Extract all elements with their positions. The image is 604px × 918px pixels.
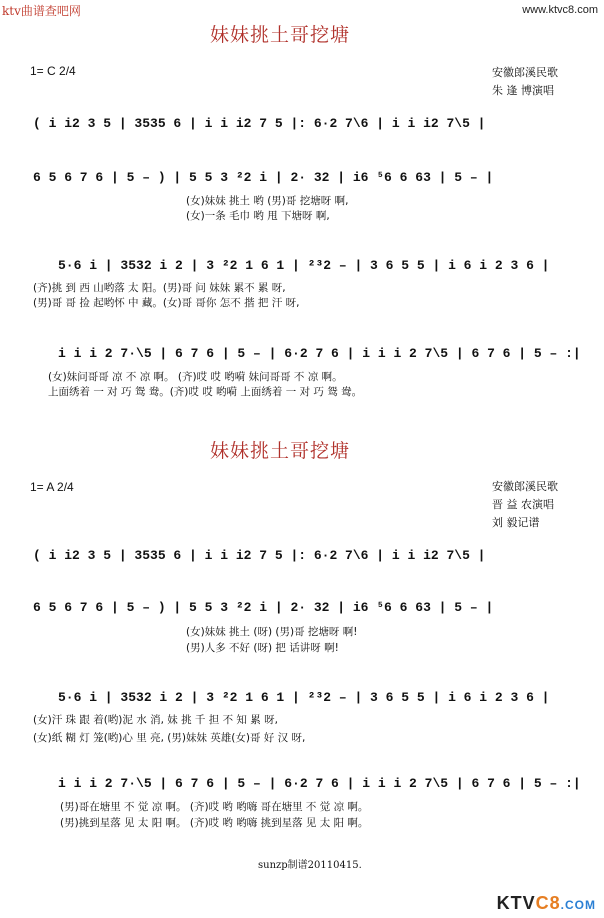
lyric-line: (女)汗 珠 跟 着(哟)泥 水 消, 妹 挑 千 担 不 知 累 呀, xyxy=(33,714,278,726)
score-line: 6 5 6 7 6 | 5 – ) | 5 5 3 ²2 i | 2· 32 | i6 ⁵6 6 63 | 5 – | xyxy=(33,600,494,615)
credit-origin: 安徽郎溪民歌 xyxy=(492,480,558,493)
lyric-line: (女)妹问哥哥 凉 不 凉 啊。 (齐)哎 哎 哟嗬 妹问哥哥 不 凉 啊。 xyxy=(48,371,343,383)
lyric-line: (女)妹妹 挑土 (呀) (男)哥 挖塘呀 啊! xyxy=(186,626,358,638)
score-line: 5·6 i | 3532 i 2 | 3 ²2 1 6 1 | ²³2 – | 3 6 5 5 | i 6 i 2 3 6 | xyxy=(58,690,550,705)
credit-singer: 朱 逢 博演唱 xyxy=(492,84,554,97)
key-signature: 1= A 2/4 xyxy=(30,480,74,494)
score-line: ( i i2 3 5 | 3535 6 | i i i2 7 5 |: 6·2 7\6 | i i i2 7\5 | xyxy=(33,116,486,131)
lyric-line: (男)哥 哥 捡 起哟怀 中 藏。(女)哥 哥你 怎不 揩 把 汗 呀, xyxy=(33,297,300,309)
lyric-line: (男)人多 不好 (呀) 把 话讲呀 啊! xyxy=(186,642,339,654)
url-watermark: www.ktvc8.com xyxy=(522,4,598,16)
credit-singer: 晋 益 农演唱 xyxy=(492,498,554,511)
lyric-line: (女)一条 毛巾 哟 甩 下塘呀 啊, xyxy=(186,210,330,222)
credit-transcriber: 刘 毅记谱 xyxy=(492,516,540,529)
lyric-line: (男)挑到星落 见 太 阳 啊。 (齐)哎 哟 哟嗨 挑到星落 见 太 阳 啊。 xyxy=(60,817,369,829)
lyric-line: (齐)挑 到 西 山哟落 太 阳。(男)哥 问 妹妹 累不 累 呀, xyxy=(33,282,286,294)
score-line: 5·6 i | 3532 i 2 | 3 ²2 1 6 1 | ²³2 – | 3 6 5 5 | i 6 i 2 3 6 | xyxy=(58,258,550,273)
score-line: i i i 2 7·\5 | 6 7 6 | 5 – | 6·2 7 6 | i i i 2 7\5 | 6 7 6 | 5 – :| xyxy=(58,346,581,361)
time-signature: 2/4 xyxy=(57,480,74,494)
score-line: ( i i2 3 5 | 3535 6 | i i i2 7 5 |: 6·2 7\6 | i i i2 7\5 | xyxy=(33,548,486,563)
time-signature: 2/4 xyxy=(59,64,76,78)
lyric-line: (女)妹妹 挑土 哟 (男)哥 挖塘呀 啊, xyxy=(186,195,349,207)
key-signature: 1= C 2/4 xyxy=(30,64,76,78)
lyric-line: 上面绣着 一 对 巧 鸳 鸯。(齐)哎 哎 哟嗬 上面绣着 一 对 巧 鸳 鸯。 xyxy=(48,386,363,398)
score-line: 6 5 6 7 6 | 5 – ) | 5 5 3 ²2 i | 2· 32 | i6 ⁵6 6 63 | 5 – | xyxy=(33,170,494,185)
lyric-line: (男)哥在塘里 不 觉 凉 啊。 (齐)哎 哟 哟嗨 哥在塘里 不 觉 凉 啊。 xyxy=(60,801,369,813)
lyric-line: (女)纸 糊 灯 笼(哟)心 里 亮, (男)妹妹 英雄(女)哥 好 汉 呀, xyxy=(33,732,306,744)
song-title: 妹妹挑土哥挖塘 xyxy=(210,440,351,462)
site-logo: KTVC8.COM xyxy=(496,893,596,913)
score-line: i i i 2 7·\5 | 6 7 6 | 5 – | 6·2 7 6 | i i i 2 7\5 | 6 7 6 | 5 – :| xyxy=(58,776,581,791)
song-title: 妹妹挑土哥挖塘 xyxy=(210,24,351,46)
credit-origin: 安徽郎溪民歌 xyxy=(492,66,558,79)
site-watermark: ktv曲谱查吧网 xyxy=(2,4,81,18)
footer-credit: sunzp制谱20110415. xyxy=(258,860,362,871)
